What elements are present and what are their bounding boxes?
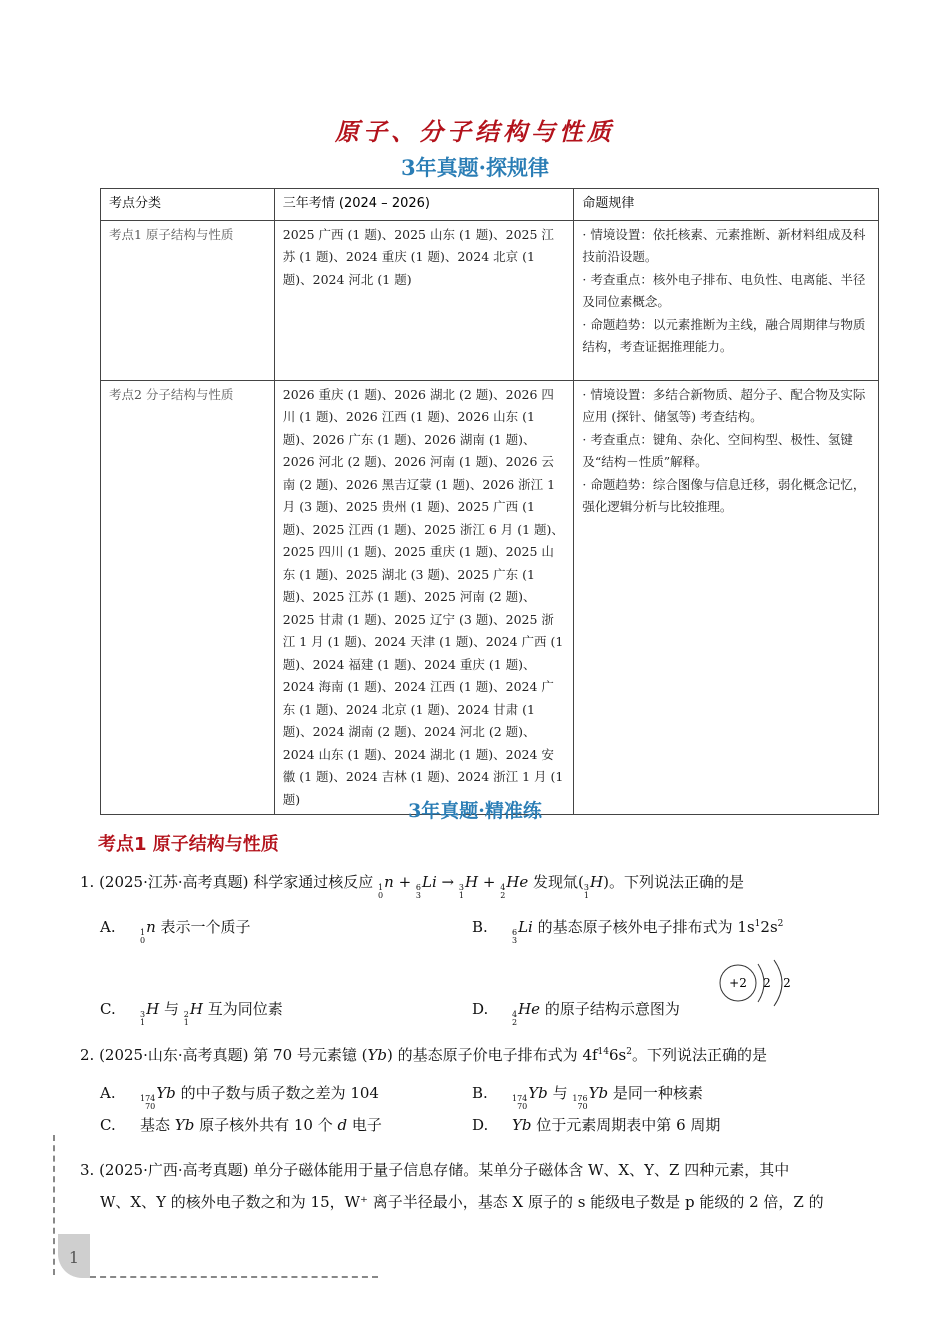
table-row: [101, 380, 879, 815]
q1-b-text: 的基态原子核外电子排布式为: [537, 918, 733, 936]
table-header-row: [101, 189, 879, 221]
rule-line: · 命题趋势：综合图像与信息迁移，弱化概念记忆，强化逻辑分析与比较推理。: [582, 476, 866, 514]
q1-c-text: 互为同位素: [207, 1000, 283, 1018]
q2-option-c[interactable]: C. 基态 Yb 原子核外共有 10 个 d 电子: [100, 1116, 382, 1134]
q2-c-text-a: 基态: [140, 1116, 171, 1134]
page-number: 1: [58, 1234, 90, 1278]
q1-d-text: 的原子结构示意图为: [544, 1000, 680, 1018]
header-rules: 命题规律: [574, 189, 879, 221]
atom-structure-diagram: [714, 958, 804, 1008]
q1-option-b[interactable]: B. 6 3 Li 的基态原子核外电子排布式为 $1s^12s^2$: [472, 918, 784, 945]
q2-a-text: 的中子数与质子数之差为 104: [180, 1084, 379, 1102]
q1-stem-c: 。下列说法正确的是: [608, 873, 744, 891]
rule-line: · 考查重点：键角、杂化、空间构型、极性、氢键及“结构－性质”解释。: [582, 431, 853, 469]
footer-dashed-line-horizontal: [90, 1276, 378, 1278]
rule-line: · 命题趋势：以元素推断为主线，融合周期律与物质结构，考查证据推理能力。: [582, 316, 866, 354]
q2-stem-c: 。下列说法正确的是: [631, 1046, 767, 1064]
rule-line: · 考查重点：核外电子排布、电负性、电离能、半径及同位素概念。: [582, 271, 866, 309]
q2-c-text-c: 电子: [351, 1116, 382, 1134]
q1-option-a[interactable]: A. 1 0 n 表示一个质子: [100, 918, 251, 945]
atom-shell1-label: 2: [763, 976, 771, 990]
q2-stem-b: 的基态原子价电子排布式为: [397, 1046, 578, 1064]
exam-table: [100, 188, 879, 815]
q2-c-text-b: 原子核外共有 10 个: [199, 1116, 333, 1134]
q1-stem-b: 发现氚: [533, 873, 579, 891]
row-rules: [574, 380, 879, 815]
q1-stem-a: 1. (2025·江苏·高考真题) 科学家通过核反应: [80, 873, 374, 891]
header-exams: 三年考情 (2024 – 2026): [274, 189, 574, 221]
q1-option-d[interactable]: D. 4 2 He 的原子结构示意图为: [472, 1000, 680, 1027]
row-category: 考点2 分子结构与性质: [101, 380, 275, 815]
q2-option-a[interactable]: A. 174 70 Yb 的中子数与质子数之差为 104: [100, 1084, 379, 1111]
page-subtitle: 3年真题·探规律: [401, 155, 549, 180]
q1-a-text: 表示一个质子: [160, 918, 251, 936]
section-heading: 3年真题·精准练: [408, 800, 542, 822]
row-rules: [574, 220, 879, 380]
kp1-heading: 考点1 原子结构与性质: [98, 834, 279, 855]
q1-option-c[interactable]: C. 3 1 H 与 2 1 H 互为同位素: [100, 1000, 283, 1027]
rule-line: · 情境设置：多结合新物质、超分子、配合物及实际应用 (探针、储氢等) 考查结构。: [582, 386, 866, 424]
row-category: 考点1 原子结构与性质: [101, 220, 275, 380]
row-exams: 2026 重庆 (1 题)、2026 湖北 (2 题)、2026 四川 (1 题)、2026 江西 (1 题)、2026 山东 (1 题)、2026 广东 (1 题)、2026 湖南 (1 题)、2026 河北 (2 题)、2026 河南 (1 题)、2026 云南 (2 题)、2026 黑吉辽蒙 (1 题)、2026 浙江 1 月 (3 题)、2025 贵州 (1 题)、2025 广西 (1 题)、2025 江西 (1 题)、2025 浙江 6 月 (1 题)、2025 四川 (1 题)、2025 重庆 (1 题)、2025 山东 (1 题)、2025 湖北 (3 题)、2025 广东 (1 题)、2025 江苏 (1 题)、2025 河南 (2 题)、2025 甘肃 (1 题)、2025 辽宁 (3 题)、2025 浙江 1 月 (1 题)、2024 天津 (1 题)、2024 广西 (1 题)、2024 福建 (1 题)、2024 重庆 (1 题)、2024 海南 (1 题)、2024 江西 (1 题)、2024 广东 (1 题)、2024 北京 (1 题)、2024 甘肃 (1 题)、2024 湖南 (2 题)、2024 河北 (2 题)、2024 山东 (1 题)、2024 湖北 (1 题)、2024 安徽 (1 题)、2024 吉林 (1 题)、2024 浙江 1 月 (1 题): [274, 380, 574, 815]
footer-dashed-line-vertical: [53, 1135, 55, 1275]
atom-nucleus-label: +2: [729, 976, 747, 990]
q2-option-b[interactable]: B. 174 70 Yb 与 176 70 Yb 是同一种核素: [472, 1084, 703, 1111]
q2-stem-a: 2. (2025·山东·高考真题) 第 70 号元素镱: [80, 1046, 357, 1064]
q2-option-d[interactable]: D. Yb 位于元素周期表中第 6 周期: [472, 1116, 721, 1134]
header-category: 考点分类: [101, 189, 275, 221]
atom-shell2-label: 2: [783, 976, 791, 990]
q3-stem-line1: 3. (2025·广西·高考真题) 单分子磁体能用于量子信息存储。某单分子磁体含 W、X、Y、Z 四种元素，其中: [80, 1161, 790, 1179]
q1-stem: 1. (2025·江苏·高考真题) 科学家通过核反应 1 0 n + 6 3 Li → 3 1 H + 4 2 He 发现氚( 3 1 H)。下列说法正确的是: [80, 873, 744, 900]
q2-b-text: 是同一种核素: [612, 1084, 703, 1102]
q3-stem-line2: W、X、Y 的核外电子数之和为 15，W⁺ 离子半径最小，基态 X 原子的 s 能级电子数是 p 能级的 2 倍，Z 的: [100, 1193, 824, 1211]
table-row: [101, 220, 879, 380]
page-title: 原子、分子结构与性质: [335, 117, 615, 146]
q2-stem: 2. (2025·山东·高考真题) 第 70 号元素镱 (Yb) 的基态原子价电子排布式为 $4f^{14}6s^2$。下列说法正确的是: [80, 1046, 767, 1064]
rule-line: · 情境设置：依托核素、元素推断、新材料组成及科技前沿设题。: [582, 226, 866, 264]
row-exams: 2025 广西 (1 题)、2025 山东 (1 题)、2025 江苏 (1 题)、2024 重庆 (1 题)、2024 北京 (1 题)、2024 河北 (1 题): [274, 220, 574, 380]
q2-d-text: 位于元素周期表中第 6 周期: [536, 1116, 721, 1134]
